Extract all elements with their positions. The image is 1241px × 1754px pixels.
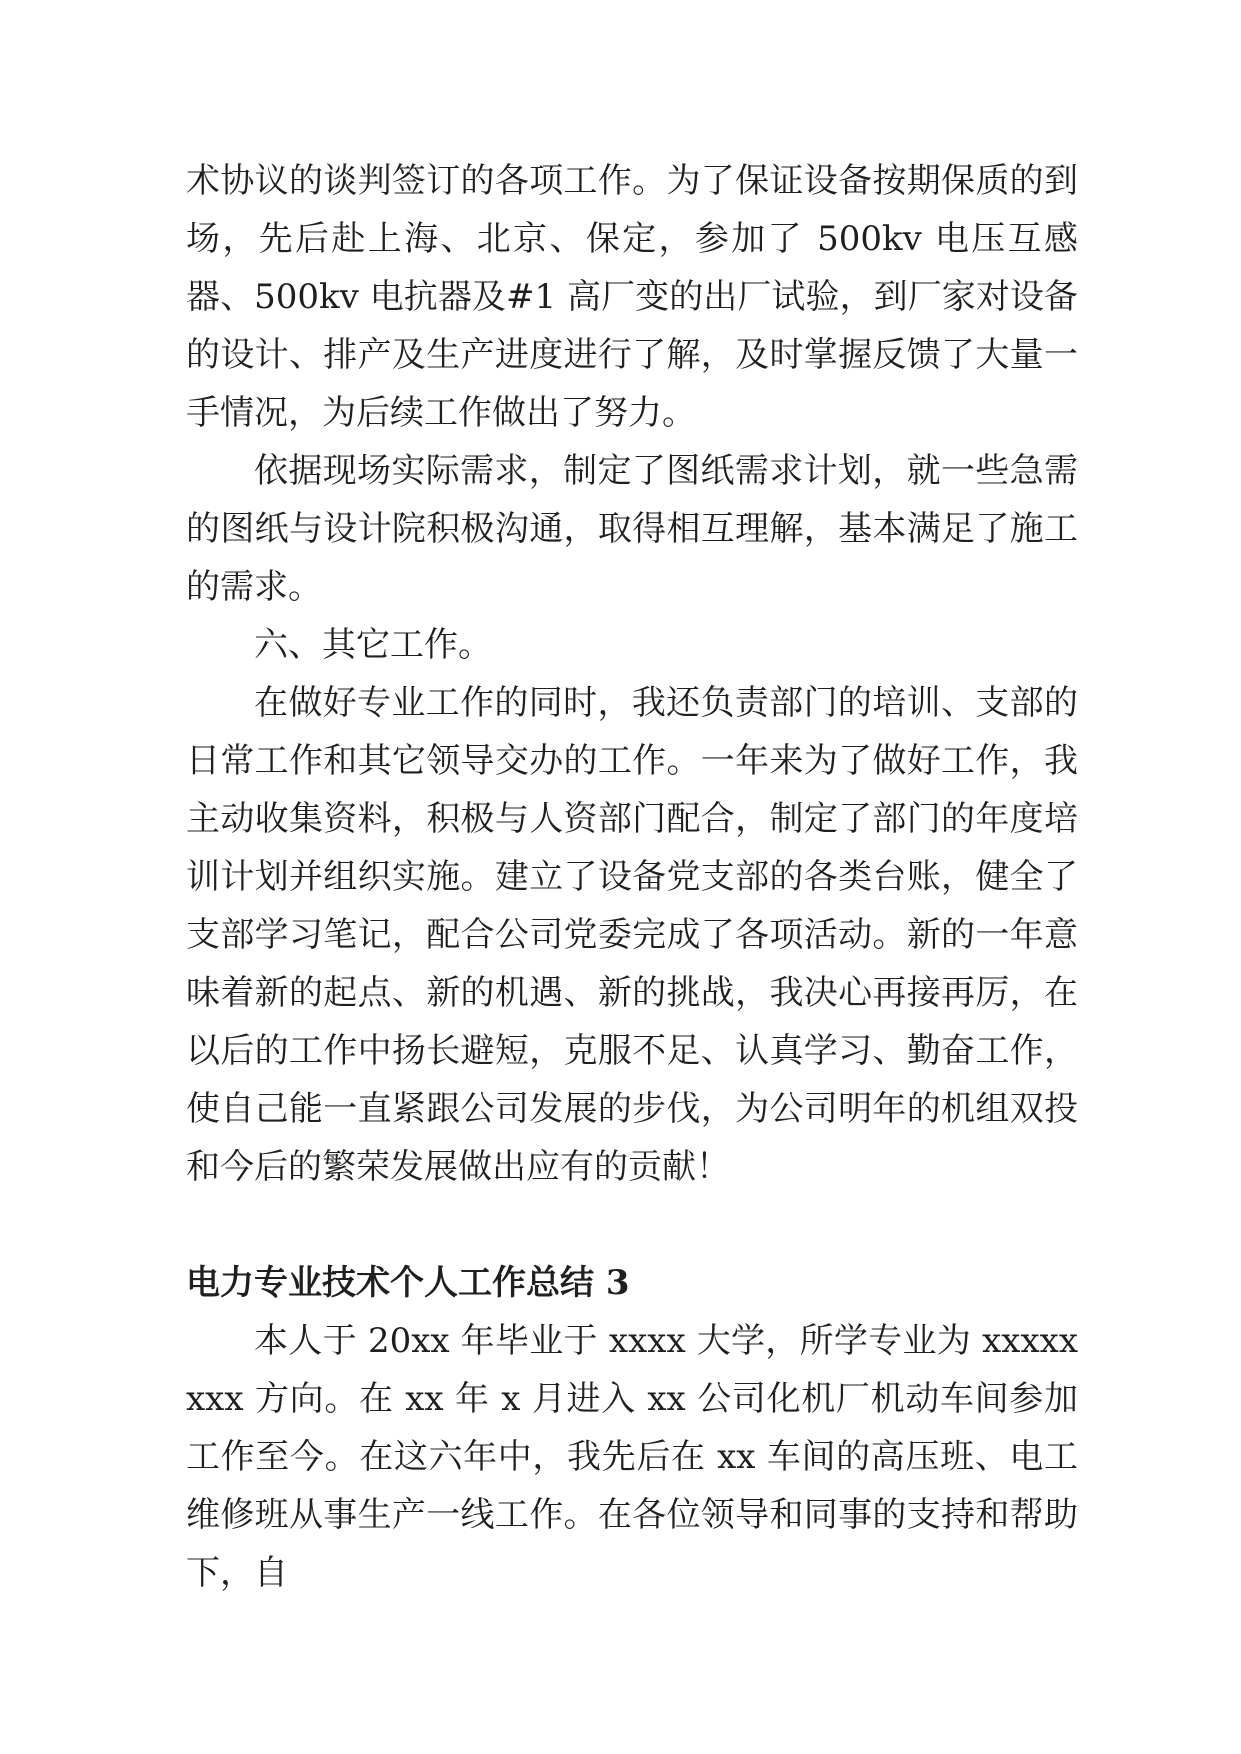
paragraph-section-label: 六、其它工作。 xyxy=(254,625,492,665)
paragraph: 本人于 20xx 年毕业于 xxxx 大学，所学专业为 xxxxxxxx 方向。在 xx 年 x 月进入 xx 公司化机厂机动车间参加工作至今。在这六年中，我先后在 xx 车间的高压班、电工维修班从事生产一线工作。在各位领导和同事的支持和帮助下，自 xyxy=(186,1321,1078,1593)
paragraph: 在做好专业工作的同时，我还负责部门的培训、支部的日常工作和其它领导交办的工作。一年来为了做好工作，我主动收集资料，积极与人资部门配合，制定了部门的年度培训计划并组织实施。建立了设备党支部的各类台账，健全了支部学习笔记，配合公司党委完成了各项活动。新的一年意味着新的起点、新的机遇、新的挑战，我决心再接再厉，在以后的工作中扬长避短，克服不足、认真学习、勤奋工作，使自己能一直紧跟公司发展的步伐，为公司明年的机组双投和今后的繁荣发展做出应有的贡献！ xyxy=(186,683,1078,1187)
document-text-block xyxy=(186,152,1078,1602)
blank-line xyxy=(186,1196,1078,1254)
section-heading: 电力专业技术个人工作总结 3 xyxy=(186,1263,630,1303)
paragraph-continuation: 术协议的谈判签订的各项工作。为了保证设备按期保质的到场，先后赴上海、北京、保定，参加了 500kv 电压互感器、500kv 电抗器及#1 高厂变的出厂试验，到厂家对设备的设计、排产及生产进度进行了解，及时掌握反馈了大量一手情况，为后续工作做出了努力。 xyxy=(186,161,1078,433)
paragraph: 依据现场实际需求，制定了图纸需求计划，就一些急需的图纸与设计院积极沟通，取得相互理解，基本满足了施工的需求。 xyxy=(186,451,1078,607)
